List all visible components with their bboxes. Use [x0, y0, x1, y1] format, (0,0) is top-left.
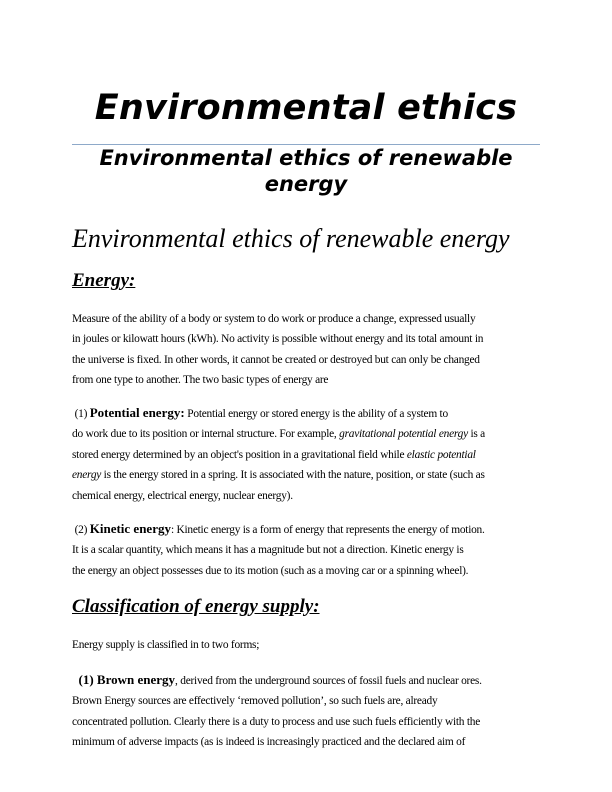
text-span: is the energy stored in a spring. It is associated with the nature, position, or state (such as	[101, 469, 485, 482]
text-line: the universe is fixed. In other words, it cannot be created or destroyed but can only be changed	[72, 353, 480, 366]
text-line: in joules or kilowatt hours (kWh). No activity is possible without energy and its total amount in	[72, 333, 484, 346]
italic-term: elastic potential	[406, 448, 476, 461]
classification-intro	[72, 635, 540, 655]
text-line: Brown Energy sources are effectively ‘removed pollution’, so such fuels are, already	[72, 695, 438, 708]
section-heading: Environmental ethics of renewable energy	[72, 224, 510, 253]
energy-heading: Energy:	[72, 270, 136, 291]
text-span: : Kinetic energy is a form of energy that represents the energy of motion.	[170, 524, 485, 536]
list-number: (1)	[72, 672, 97, 687]
text-line: Energy supply is classified in to two forms;	[72, 639, 260, 651]
classification-heading: Classification of energy supply:	[72, 596, 320, 617]
text-span: do work due to its position or internal structure. For example,	[72, 428, 340, 441]
text-span: is a	[467, 428, 485, 441]
energy-intro-paragraph	[72, 309, 540, 391]
list-number: (1)	[72, 408, 90, 420]
list-number: (2)	[72, 524, 90, 536]
text-line: Measure of the ability of a body or system to do work or produce a change, expressed usually	[72, 313, 476, 325]
italic-term: gravitational potential energy	[339, 428, 468, 441]
potential-energy-term: Potential energy:	[89, 405, 185, 420]
kinetic-energy-term: Kinetic energy	[89, 521, 171, 536]
document-subtitle: Environmental ethics of renewable energy	[99, 146, 513, 196]
italic-term: energy	[72, 469, 102, 482]
text-line: chemical energy, electrical energy, nuclear energy).	[72, 489, 293, 502]
kinetic-energy-paragraph	[72, 519, 540, 581]
potential-energy-paragraph	[72, 403, 540, 506]
brown-energy-term: Brown energy	[96, 672, 176, 687]
text-line: concentrated pollution. Clearly there is a duty to process and use such fuels efficiently with the	[72, 715, 481, 728]
text-line: from one type to another. The two basic types of energy are	[72, 374, 329, 387]
text-span: , derived from the underground sources of fossil fuels and nuclear ores.	[175, 675, 482, 687]
text-span: stored energy determined by an object's position in a gravitational field while	[72, 448, 407, 461]
brown-energy-paragraph	[72, 670, 540, 753]
document-title: Environmental ethics	[94, 88, 518, 128]
text-span: Potential energy or stored energy is the ability of a system to	[184, 408, 448, 420]
text-line: the energy an object possesses due to its motion (such as a moving car or a spinning wheel).	[72, 564, 469, 577]
text-line: minimum of adverse impacts (as is indeed is increasingly practiced and the declared aim of	[72, 736, 466, 749]
text-line: It is a scalar quantity, which means it has a magnitude but not a direction. Kinetic energy is	[72, 544, 464, 557]
